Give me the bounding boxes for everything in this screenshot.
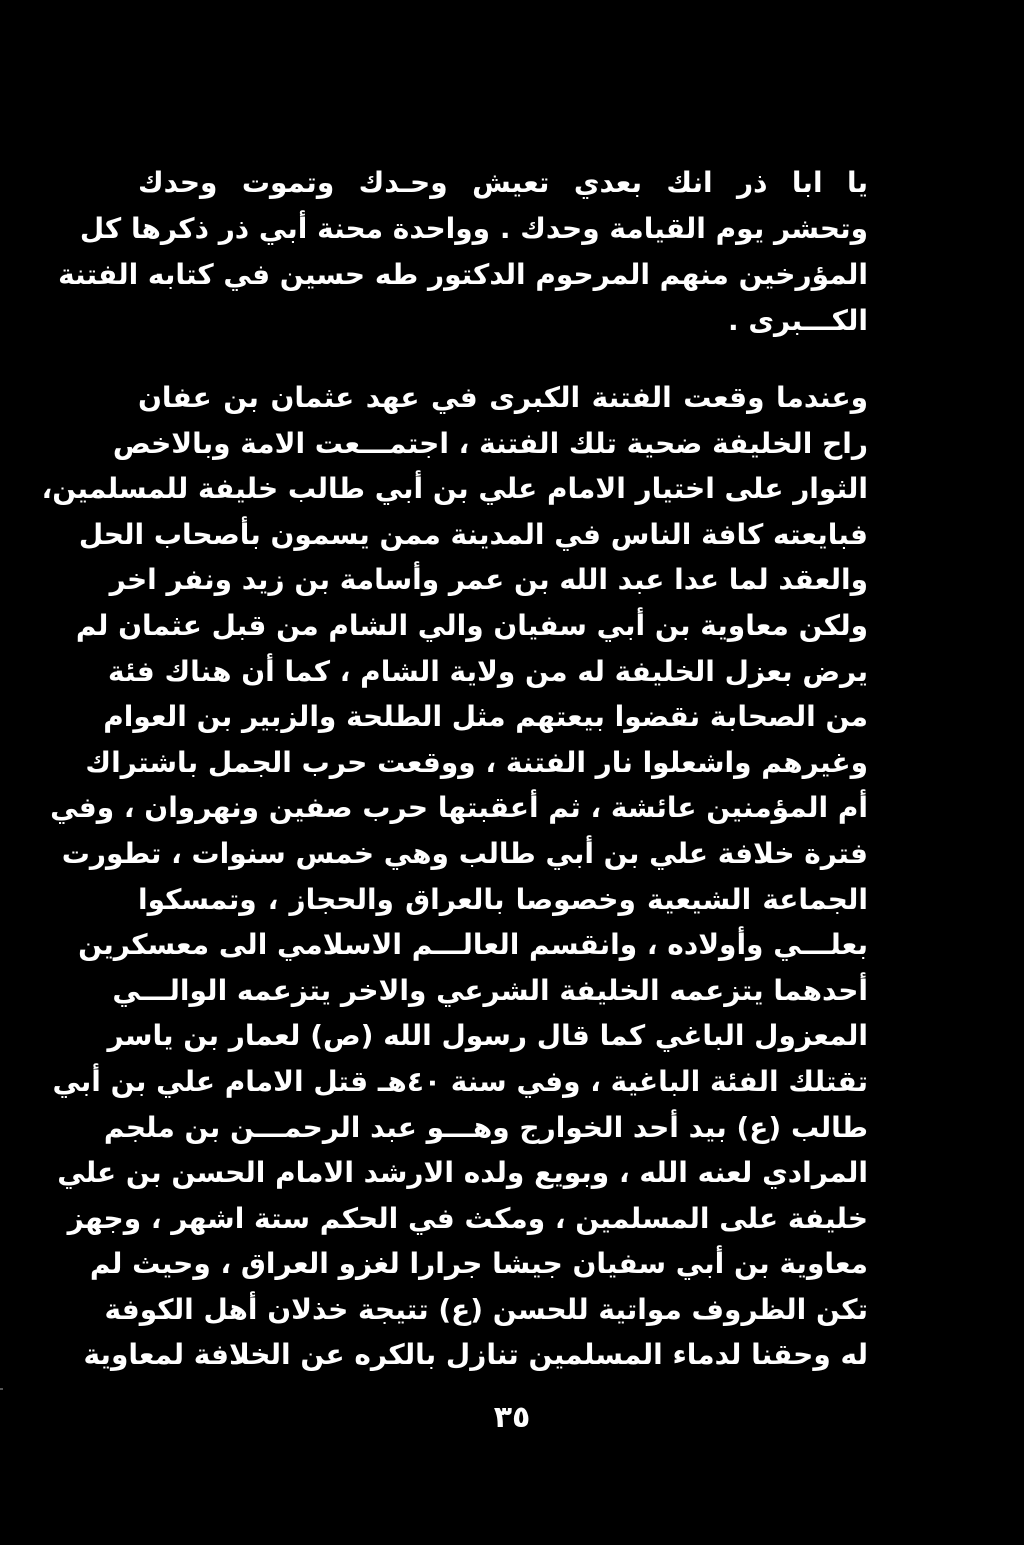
text-line: تقتلك الفئة الباغية ، وفي سنة ٤٠هـ قتل الامام علي بن أبي [52, 1064, 868, 1098]
text-line: المرادي لعنه الله ، وبويع ولده الارشد الامام الحسن بن علي [57, 1156, 868, 1190]
text-line: ولكن معاوية بن أبي سفيان والي الشام من قبل عثمان لم [75, 608, 868, 642]
text-line: وغيرهم واشعلوا نار الفتنة ، ووقعت حرب الجمل باشتراك [85, 745, 868, 779]
text-line: طالب (ع) بيد أحد الخوارج وهـــو عبد الرحمـــن بن ملجم [103, 1110, 868, 1144]
text-line: والعقد لما عدا عبد الله بن عمر وأسامة بن زيد ونفر اخر [109, 563, 868, 597]
text-line: يا ابا ذر انك بعدي تعيش وحـدك وتموت وحدك [138, 166, 868, 199]
paragraph-1 [58, 160, 868, 344]
text-line: أحدهما يتزعمه الخليفة الشرعي والاخر يتزعمه الوالـــي [112, 973, 868, 1007]
text-line: الثوار على اختيار الامام علي بن أبي طالب خليفة للمسلمين، [41, 472, 868, 506]
text-line: معاوية بن أبي سفيان جيشا جرارا لغزو العراق ، وحيث لم [89, 1247, 868, 1281]
text-line: تكن الظروف مواتية للحسن (ع) تتيجة خذلان أهل الكوفة [104, 1292, 868, 1326]
text-line: فترة خلافة علي بن أبي طالب وهي خمس سنوات ، تطورت [61, 836, 868, 870]
paragraph-2 [41, 375, 868, 1378]
text-line: له وحقنا لدماء المسلمين تنازل بالكره عن الخلافة لمعاوية [83, 1338, 868, 1372]
text-line: المعزول الباغي كما قال رسول الله (ص) لعمار بن ياسر [107, 1019, 868, 1053]
text-line: خليفة على المسلمين ، ومكث في الحكم ستة اشهر ، وجهز [67, 1201, 868, 1235]
text-line: من الصحابة نقضوا بيعتهم مثل الطلحة والزبير بن العوام [103, 700, 868, 734]
text-line: بعلـــي وأولاده ، وانقسم العالـــم الاسلامي الى معسكرين [78, 928, 868, 962]
text-line: الجماعة الشيعية وخصوصا بالعراق والحجاز ، وتمسكوا [138, 882, 868, 916]
page-number: ٣٥ [493, 1400, 531, 1435]
text-line: المؤرخين منهم المرحوم الدكتور طه حسين في كتابه الفتنة [58, 258, 868, 291]
text-line: وعندما وقعت الفتنة الكبرى في عهد عثمان بن عفان [138, 381, 868, 414]
text-line: فبايعته كافة الناس في المدينة ممن يسمون بأصحاب الحل [78, 517, 868, 551]
text-line: الكـــبرى . [728, 304, 868, 337]
text-line: راح الخليفة ضحية تلك الفتنة ، اجتمـــعت الامة وبالاخص [112, 426, 868, 460]
text-line: أم المؤمنين عائشة ، ثم أعقبتها حرب صفين ونهروان ، وفي [50, 791, 868, 825]
scan-speck [0, 1388, 3, 1390]
text-line: يرض بعزل الخليفة له من ولاية الشام ، كما أن هناك فئة [107, 654, 868, 688]
text-line: وتحشر يوم القيامة وحدك . وواحدة محنة أبي ذر ذكرها كل [79, 212, 868, 245]
